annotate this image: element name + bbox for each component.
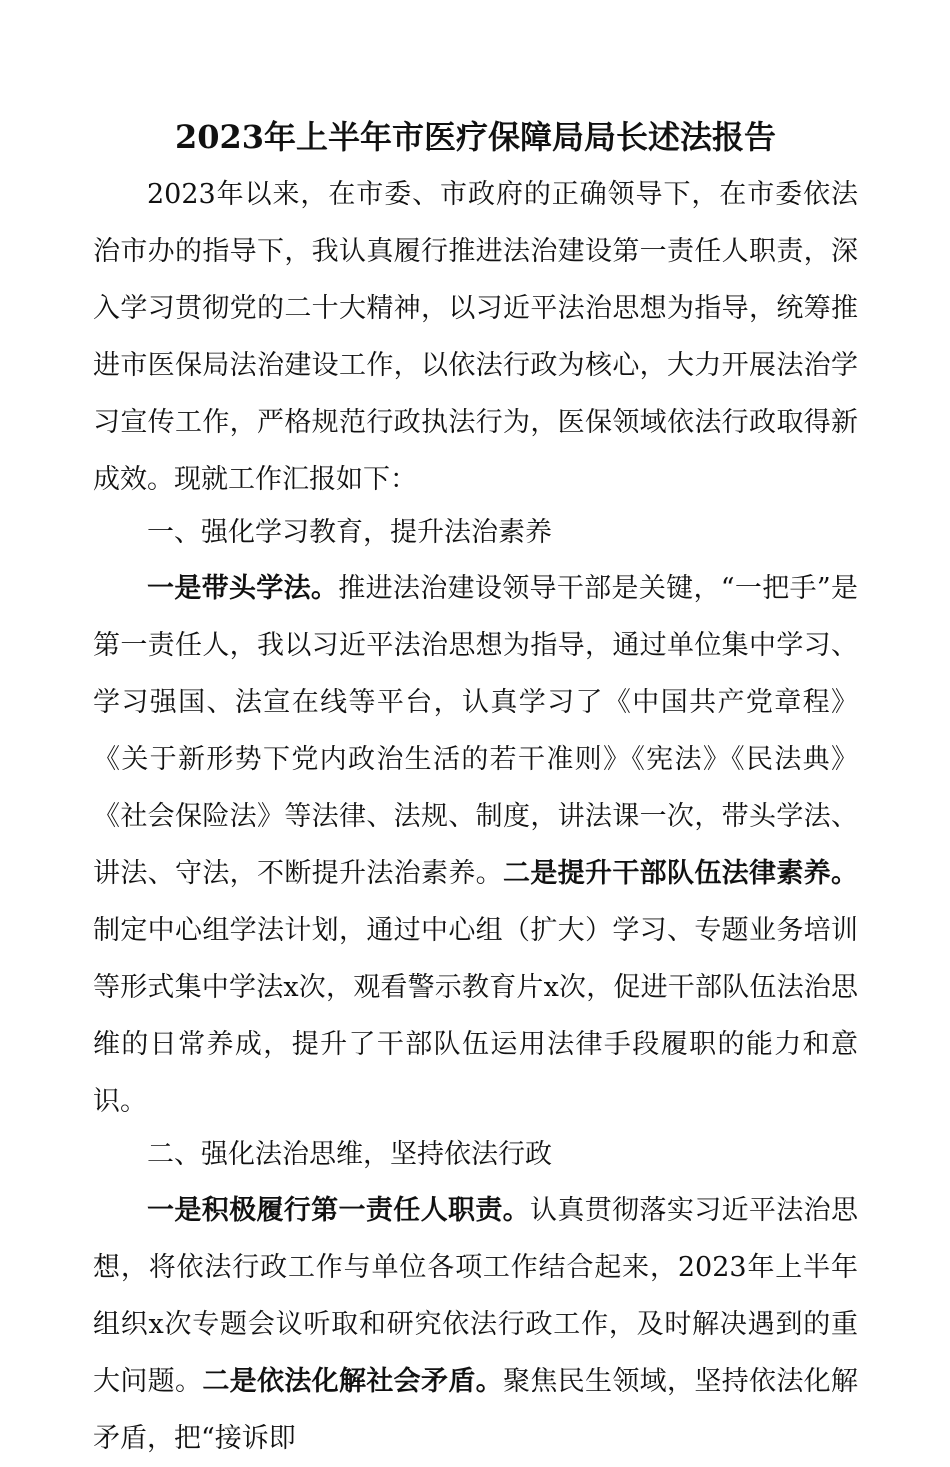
text-run: 一、强化学习教育，提升法治素养	[147, 517, 552, 548]
bold-lead-phrase: 二是提升干部队伍法律素养。	[503, 858, 858, 889]
bold-lead-phrase: 一是带头学法。	[147, 573, 339, 604]
text-run: 聚焦民生领域，坚持依法化解矛盾，把“接诉即	[93, 1366, 859, 1454]
text-run: 制定中心组学法计划，通过中心组（扩大）学习、专题业务培训等形式集中学法x次，观看警示教育片x次，促进干部队伍法治思维的日常养成，提升了干部队伍运用法律手段履职的能力和意识。	[93, 915, 858, 1117]
section-heading	[93, 1130, 858, 1180]
paragraph	[93, 166, 858, 508]
document-page	[93, 112, 858, 1467]
paragraph	[93, 560, 858, 1130]
bold-lead-phrase: 一是积极履行第一责任人职责。	[147, 1195, 531, 1226]
bold-lead-phrase: 二是依法化解社会矛盾。	[202, 1366, 504, 1397]
section-heading	[93, 508, 858, 558]
text-run: 二、强化法治思维，坚持依法行政	[147, 1139, 552, 1170]
text-run: 认真贯彻落实习近平法治思想，将依法行政工作与单位各项工作结合起来，2023年上半年组织x次专题会议听取和研究依法行政工作，及时解决遇到的重大问题。	[93, 1195, 859, 1397]
text-run: 2023年以来，在市委、市政府的正确领导下，在市委依法治市办的指导下，我认真履行推进法治建设第一责任人职责，深入学习贯彻党的二十大精神，以习近平法治思想为指导，统筹推进市医保局法治建设工作，以依法行政为核心，大力开展法治学习宣传工作，严格规范行政执法行为，医保领域依法行政取得新成效。现就工作汇报如下：	[93, 179, 858, 495]
paragraph	[93, 1182, 858, 1467]
document-title: 2023年上半年市医疗保障局局长述法报告	[174, 118, 777, 156]
document-body	[93, 166, 858, 1467]
text-run: 推进法治建设领导干部是关键，“一把手”是第一责任人，我以习近平法治思想为指导，通过单位集中学习、学习强国、法宣在线等平台，认真学习了《中国共产党章程》《关于新形势下党内政治生活的若干准则》《宪法》《民法典》《社会保险法》等法律、法规、制度，讲法课一次，带头学法、讲法、守法，不断提升法治素养。	[93, 573, 859, 889]
